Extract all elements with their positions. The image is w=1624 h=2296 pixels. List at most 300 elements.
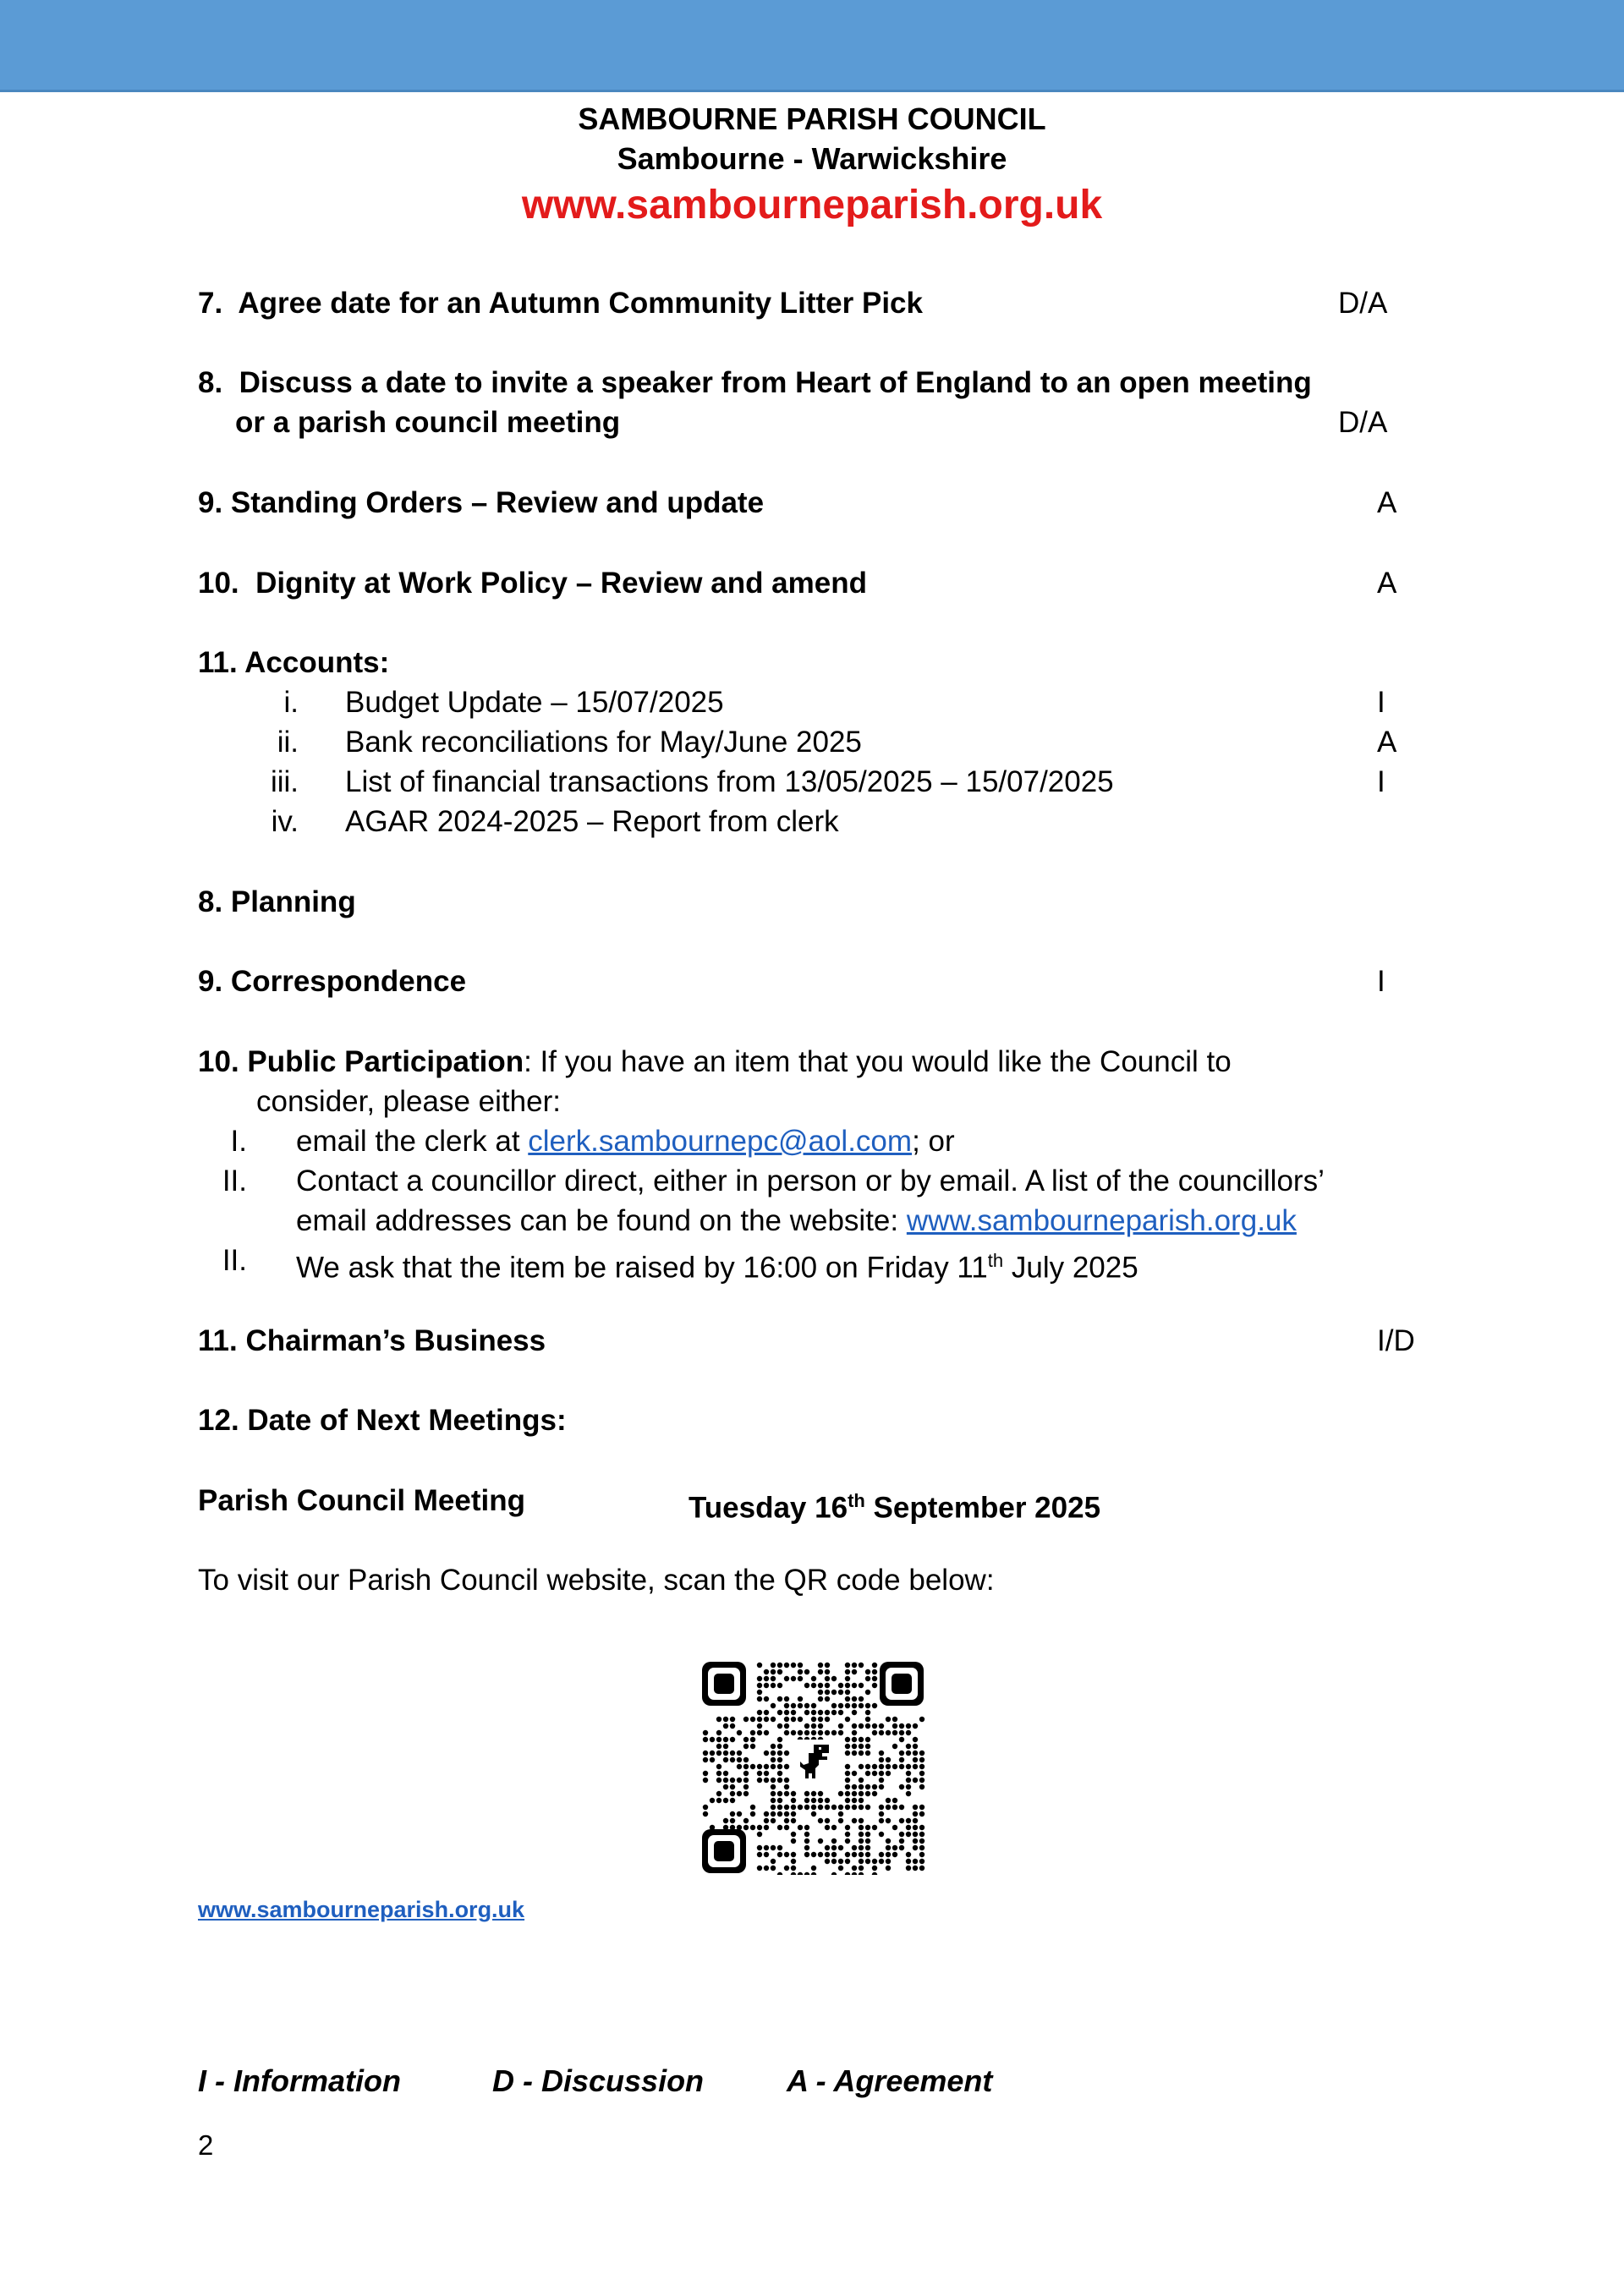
qr-module xyxy=(703,1751,708,1756)
qr-module xyxy=(825,1696,830,1701)
qr-module xyxy=(919,1825,924,1830)
qr-module xyxy=(818,1717,823,1722)
qr-module xyxy=(831,1730,837,1735)
qr-module xyxy=(716,1730,721,1735)
qr-module xyxy=(845,1859,850,1864)
qr-module xyxy=(845,1825,850,1830)
qr-module xyxy=(859,1744,864,1749)
qr-module xyxy=(838,1818,843,1823)
qr-module xyxy=(737,1757,742,1762)
qr-module xyxy=(859,1737,864,1742)
qr-module xyxy=(737,1791,742,1796)
qr-module xyxy=(886,1859,891,1864)
qr-module xyxy=(919,1751,924,1756)
qr-module xyxy=(852,1818,857,1823)
qr-module xyxy=(906,1771,911,1776)
qr-module xyxy=(743,1791,749,1796)
qr-finder-top-right xyxy=(880,1662,924,1706)
qr-module xyxy=(899,1730,904,1735)
qr-module xyxy=(757,1717,762,1722)
qr-module xyxy=(825,1669,830,1674)
qr-module xyxy=(892,1744,897,1749)
accounts-numeral: iii. xyxy=(270,765,299,798)
qr-module xyxy=(784,1825,789,1830)
qr-module xyxy=(784,1852,789,1857)
qr-module xyxy=(879,1771,884,1776)
qr-module xyxy=(716,1791,721,1796)
qr-module xyxy=(919,1838,924,1844)
qr-module xyxy=(710,1798,715,1803)
qr-module xyxy=(859,1663,864,1668)
qr-module xyxy=(859,1778,864,1783)
qr-module xyxy=(845,1784,850,1789)
qr-module xyxy=(723,1818,728,1823)
qr-module xyxy=(913,1757,918,1762)
qr-module xyxy=(825,1859,830,1864)
item-9-code: A xyxy=(1377,486,1397,519)
qr-module xyxy=(710,1737,715,1742)
qr-module xyxy=(906,1859,911,1864)
qr-module xyxy=(771,1798,776,1803)
qr-module xyxy=(913,1811,918,1817)
qr-module xyxy=(831,1845,837,1850)
qr-module xyxy=(804,1703,809,1708)
qr-module xyxy=(852,1784,857,1789)
qr-module xyxy=(906,1818,911,1823)
qr-module xyxy=(818,1663,823,1668)
qr-module xyxy=(825,1798,830,1803)
qr-module xyxy=(784,1818,789,1823)
qr-module xyxy=(913,1737,918,1742)
accounts-numeral: ii. xyxy=(277,726,299,759)
qr-module xyxy=(804,1798,809,1803)
qr-module xyxy=(764,1730,769,1735)
qr-module xyxy=(865,1859,870,1864)
header-website[interactable]: www.sambourneparish.org.uk xyxy=(521,183,1103,227)
accounts-item: Budget Update – 15/07/2025 xyxy=(345,686,724,719)
qr-module xyxy=(886,1866,891,1871)
qr-module xyxy=(743,1818,749,1823)
qr-module xyxy=(750,1825,755,1830)
qr-module xyxy=(784,1805,789,1810)
qr-module xyxy=(845,1676,850,1681)
qr-module xyxy=(913,1805,918,1810)
qr-module xyxy=(784,1723,789,1729)
qr-module xyxy=(879,1832,884,1837)
qr-module xyxy=(852,1744,857,1749)
qr-module xyxy=(804,1791,809,1796)
qr-module xyxy=(859,1852,864,1857)
qr-module xyxy=(859,1784,864,1789)
qr-module xyxy=(845,1872,850,1875)
qr-module xyxy=(771,1866,776,1871)
qr-module xyxy=(913,1838,918,1844)
qr-module xyxy=(703,1778,708,1783)
qr-module xyxy=(750,1764,755,1769)
qr-module xyxy=(859,1832,864,1837)
clerk-email-link[interactable]: clerk.sambournepc@aol.com xyxy=(528,1125,913,1158)
qr-module xyxy=(845,1852,850,1857)
qr-module xyxy=(886,1771,891,1776)
page-number: 2 xyxy=(198,2129,214,2161)
qr-module xyxy=(811,1805,816,1810)
qr-module xyxy=(777,1723,782,1729)
qr-module xyxy=(757,1825,762,1830)
qr-module xyxy=(825,1730,830,1735)
qr-module xyxy=(879,1784,884,1789)
qr-module xyxy=(811,1710,816,1715)
qr-module xyxy=(791,1818,796,1823)
qr-module xyxy=(865,1751,870,1756)
qr-module xyxy=(784,1784,789,1789)
qr-module xyxy=(906,1778,911,1783)
qr-module xyxy=(825,1818,830,1823)
qr-module xyxy=(777,1852,782,1857)
qr-module xyxy=(750,1811,755,1817)
qr-module xyxy=(811,1717,816,1722)
qr-module xyxy=(777,1669,782,1674)
qr-module xyxy=(838,1703,843,1708)
qr-module xyxy=(791,1872,796,1875)
qr-module xyxy=(872,1683,877,1688)
qr-module xyxy=(845,1663,850,1668)
qr-module xyxy=(838,1805,843,1810)
qr-module xyxy=(730,1791,735,1796)
qr-module xyxy=(879,1805,884,1810)
qr-module xyxy=(737,1778,742,1783)
qr-module xyxy=(859,1818,864,1823)
qr-module xyxy=(771,1805,776,1810)
qr-module xyxy=(872,1771,877,1776)
dinosaur-icon xyxy=(792,1740,836,1787)
qr-module xyxy=(838,1690,843,1695)
qr-module xyxy=(913,1845,918,1850)
qr-module xyxy=(777,1710,782,1715)
qr-module xyxy=(825,1663,830,1668)
qr-module xyxy=(865,1737,870,1742)
qr-module xyxy=(703,1737,708,1742)
item-planning: 8. Planning xyxy=(198,885,356,918)
qr-module xyxy=(804,1730,809,1735)
qr-module xyxy=(859,1751,864,1756)
qr-module xyxy=(777,1757,782,1762)
qr-module xyxy=(777,1737,782,1742)
qr-module xyxy=(886,1852,891,1857)
qr-module xyxy=(845,1717,850,1722)
qr-module xyxy=(865,1717,870,1722)
qr-module xyxy=(764,1683,769,1688)
chairman-code: I/D xyxy=(1377,1324,1415,1357)
qr-module xyxy=(886,1845,891,1850)
qr-module xyxy=(757,1764,762,1769)
qr-module xyxy=(750,1737,755,1742)
qr-module xyxy=(825,1717,830,1722)
qr-module xyxy=(899,1818,904,1823)
qr-module xyxy=(764,1845,769,1850)
qr-module xyxy=(764,1710,769,1715)
qr-module xyxy=(906,1852,911,1857)
qr-module xyxy=(892,1852,897,1857)
legend-discussion: D - Discussion xyxy=(492,2063,705,2098)
qr-module xyxy=(919,1859,924,1864)
qr-module xyxy=(818,1798,823,1803)
qr-module xyxy=(764,1771,769,1776)
qr-module xyxy=(737,1730,742,1735)
qr-module xyxy=(865,1832,870,1837)
public-numeral: I. xyxy=(230,1125,247,1158)
qr-module xyxy=(743,1764,749,1769)
qr-module xyxy=(825,1676,830,1681)
qr-module xyxy=(804,1852,809,1857)
qr-module xyxy=(811,1723,816,1729)
qr-module xyxy=(743,1717,749,1722)
qr-module xyxy=(703,1730,708,1735)
item-8-line2: or a parish council meeting xyxy=(235,406,621,439)
qr-module xyxy=(811,1798,816,1803)
qr-module xyxy=(886,1818,891,1823)
item-correspondence: 9. Correspondence xyxy=(198,965,467,998)
qr-module xyxy=(757,1696,762,1701)
accounts-code: I xyxy=(1377,686,1385,719)
qr-module xyxy=(899,1784,904,1789)
qr-module xyxy=(771,1859,776,1864)
qr-module xyxy=(777,1771,782,1776)
qr-module xyxy=(865,1764,870,1769)
qr-module xyxy=(838,1683,843,1688)
qr-module xyxy=(913,1744,918,1749)
qr-module xyxy=(784,1811,789,1817)
qr-module xyxy=(892,1764,897,1769)
qr-module xyxy=(906,1832,911,1837)
qr-module xyxy=(879,1757,884,1762)
qr-module xyxy=(798,1872,803,1875)
qr-module xyxy=(791,1710,796,1715)
qr-module xyxy=(838,1791,843,1796)
qr-module xyxy=(899,1832,904,1837)
qr-module xyxy=(771,1676,776,1681)
qr-module xyxy=(892,1723,897,1729)
qr-module xyxy=(777,1811,782,1817)
accounts-item: Bank reconciliations for May/June 2025 xyxy=(345,726,862,759)
qr-module xyxy=(852,1730,857,1735)
qr-module xyxy=(913,1764,918,1769)
accounts-numeral: iv. xyxy=(271,805,299,838)
qr-module xyxy=(723,1744,728,1749)
qr-module xyxy=(771,1683,776,1688)
qr-module xyxy=(865,1669,870,1674)
qr-module xyxy=(852,1723,857,1729)
qr-module xyxy=(743,1825,749,1830)
qr-module xyxy=(852,1845,857,1850)
item-11-accounts: 11. Accounts: xyxy=(198,646,390,679)
qr-module xyxy=(872,1723,877,1729)
qr-module xyxy=(906,1751,911,1756)
qr-module xyxy=(716,1751,721,1756)
accounts-code: I xyxy=(1377,765,1385,798)
qr-module xyxy=(825,1805,830,1810)
public-point-deadline: We ask that the item be raised by 16:00 on Friday 11th July 2025 xyxy=(296,1250,1138,1285)
qr-code[interactable] xyxy=(702,1662,925,1875)
qr-module xyxy=(852,1710,857,1715)
qr-module xyxy=(838,1723,843,1729)
qr-module xyxy=(845,1683,850,1688)
qr-module xyxy=(771,1703,776,1708)
qr-module xyxy=(784,1696,789,1701)
qr-module xyxy=(818,1818,823,1823)
qr-module xyxy=(771,1778,776,1783)
item-9: 9. Standing Orders – Review and update xyxy=(198,486,765,519)
qr-module xyxy=(865,1771,870,1776)
footer-website-link[interactable]: www.sambourneparish.org.uk xyxy=(198,1897,525,1922)
qr-module xyxy=(919,1852,924,1857)
qr-module xyxy=(879,1859,884,1864)
qr-module xyxy=(764,1676,769,1681)
qr-module xyxy=(899,1805,904,1810)
qr-module xyxy=(831,1838,837,1844)
qr-module xyxy=(730,1751,735,1756)
qr-module xyxy=(743,1744,749,1749)
qr-module xyxy=(723,1723,728,1729)
qr-module xyxy=(757,1866,762,1871)
qr-module xyxy=(804,1832,809,1837)
qr-module xyxy=(906,1744,911,1749)
qr-module xyxy=(859,1791,864,1796)
qr-module xyxy=(879,1723,884,1729)
qr-module xyxy=(804,1872,809,1875)
item-10: 10. Dignity at Work Policy – Review and amend xyxy=(198,567,867,600)
qr-module xyxy=(730,1818,735,1823)
qr-module xyxy=(899,1757,904,1762)
qr-module xyxy=(852,1696,857,1701)
qr-module xyxy=(859,1825,864,1830)
legend-agreement: A - Agreement xyxy=(787,2063,993,2098)
qr-module xyxy=(811,1811,816,1817)
qr-module xyxy=(757,1683,762,1688)
accounts-item: AGAR 2024-2025 – Report from clerk xyxy=(345,805,839,838)
qr-module xyxy=(771,1663,776,1668)
qr-module xyxy=(852,1663,857,1668)
qr-module xyxy=(852,1683,857,1688)
qr-module xyxy=(818,1683,823,1688)
qr-module xyxy=(859,1866,864,1871)
qr-module xyxy=(872,1825,877,1830)
qr-module xyxy=(899,1845,904,1850)
qr-module xyxy=(919,1811,924,1817)
qr-module xyxy=(791,1717,796,1722)
qr-module xyxy=(818,1696,823,1701)
qr-module xyxy=(906,1723,911,1729)
qr-module xyxy=(818,1690,823,1695)
qr-module xyxy=(852,1805,857,1810)
qr-module xyxy=(757,1845,762,1850)
qr-module xyxy=(879,1852,884,1857)
qr-module xyxy=(811,1730,816,1735)
qr-module xyxy=(845,1832,850,1837)
qr-module xyxy=(743,1757,749,1762)
qr-module xyxy=(730,1717,735,1722)
qr-module xyxy=(865,1723,870,1729)
qr-module xyxy=(777,1805,782,1810)
qr-module xyxy=(899,1838,904,1844)
qr-module xyxy=(791,1703,796,1708)
qr-module xyxy=(879,1764,884,1769)
qr-module xyxy=(892,1825,897,1830)
qr-module xyxy=(703,1805,708,1810)
website-link[interactable]: www.sambourneparish.org.uk xyxy=(906,1204,1297,1237)
qr-module xyxy=(865,1784,870,1789)
qr-module xyxy=(865,1852,870,1857)
qr-module xyxy=(859,1764,864,1769)
qr-module xyxy=(764,1866,769,1871)
qr-module xyxy=(723,1778,728,1783)
qr-module xyxy=(818,1723,823,1729)
qr-module xyxy=(791,1811,796,1817)
qr-module xyxy=(865,1744,870,1749)
qr-module xyxy=(859,1859,864,1864)
qr-module xyxy=(919,1866,924,1871)
legend-information: I - Information xyxy=(198,2063,401,2098)
qr-module xyxy=(831,1805,837,1810)
qr-module xyxy=(899,1723,904,1729)
qr-module xyxy=(818,1730,823,1735)
qr-module xyxy=(723,1751,728,1756)
qr-module xyxy=(838,1730,843,1735)
qr-module xyxy=(865,1838,870,1844)
qr-module xyxy=(723,1784,728,1789)
qr-module xyxy=(811,1866,816,1871)
qr-module xyxy=(852,1737,857,1742)
qr-module xyxy=(777,1744,782,1749)
qr-module xyxy=(913,1825,918,1830)
qr-module xyxy=(852,1866,857,1871)
qr-module xyxy=(771,1744,776,1749)
qr-module xyxy=(852,1798,857,1803)
qr-module xyxy=(906,1784,911,1789)
qr-module xyxy=(879,1818,884,1823)
item-8-code: D/A xyxy=(1338,406,1388,439)
qr-module xyxy=(791,1798,796,1803)
qr-module xyxy=(913,1866,918,1871)
qr-module xyxy=(825,1825,830,1830)
qr-module xyxy=(865,1845,870,1850)
qr-finder-bottom-left xyxy=(702,1829,746,1873)
qr-module xyxy=(730,1798,735,1803)
qr-module xyxy=(784,1663,789,1668)
qr-module xyxy=(777,1683,782,1688)
qr-module xyxy=(872,1669,877,1674)
qr-finder-top-left xyxy=(702,1662,746,1706)
qr-module xyxy=(777,1845,782,1850)
qr-module xyxy=(710,1757,715,1762)
qr-module xyxy=(730,1811,735,1817)
qr-module xyxy=(750,1805,755,1810)
qr-module xyxy=(879,1751,884,1756)
item-7: 7. Agree date for an Autumn Community Litter Pick xyxy=(198,287,923,320)
qr-module xyxy=(892,1798,897,1803)
qr-module xyxy=(859,1845,864,1850)
qr-module xyxy=(872,1764,877,1769)
qr-module xyxy=(791,1805,796,1810)
qr-module xyxy=(777,1696,782,1701)
qr-module xyxy=(852,1669,857,1674)
qr-module xyxy=(811,1683,816,1688)
qr-module xyxy=(777,1872,782,1875)
qr-module xyxy=(845,1798,850,1803)
qr-module xyxy=(791,1852,796,1857)
qr-module xyxy=(716,1717,721,1722)
qr-module xyxy=(892,1717,897,1722)
qr-module xyxy=(791,1730,796,1735)
